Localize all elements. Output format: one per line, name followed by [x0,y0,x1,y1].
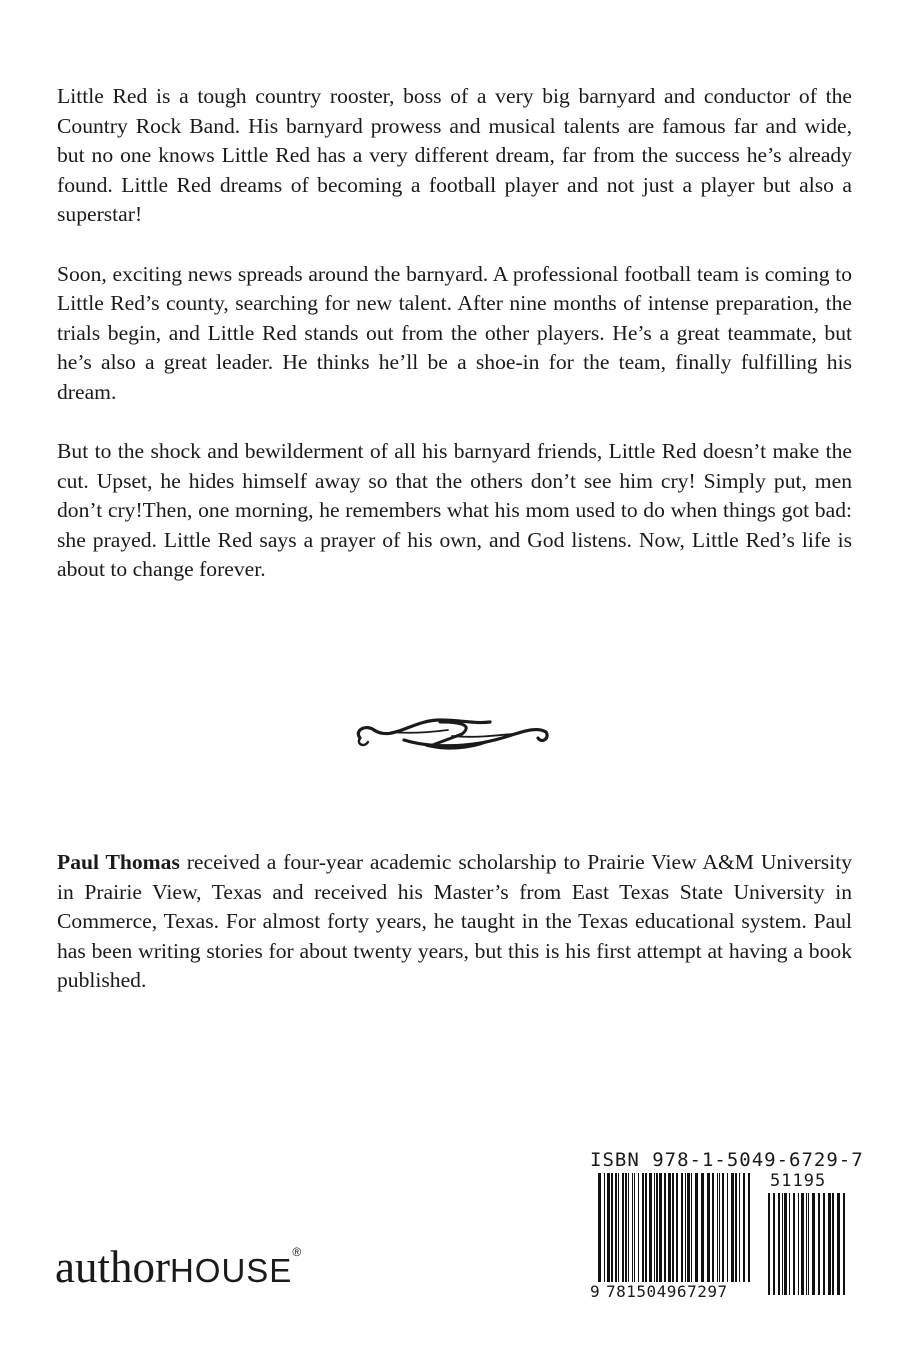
isbn-text: ISBN 978-1-5049-6729-7 [590,1149,864,1171]
barcode-bar [768,1193,770,1295]
barcode-bar [645,1173,647,1295]
barcode-digit-string: 781504967297 [606,1282,728,1301]
barcode-bar [773,1193,775,1295]
barcode-addon-number: 51195 [770,1171,827,1191]
barcode-bar [611,1173,613,1295]
barcode-bar [739,1173,740,1295]
barcode-bar [664,1173,666,1295]
barcode-bar [843,1193,845,1295]
barcode-bar [681,1173,683,1295]
barcode-bar [685,1173,686,1295]
author-bio-text: received a four-year academic scholarship to Prairie View A&M University in Prairie View, Texas and received his Master’s from East Texas State University in Commerce, Texas. For almost forty years, he taught in the Texas educational system. Paul has been writing stories for about twenty years, but this is his first attempt at having a book published. [57,850,852,992]
blurb-paragraph-2: Soon, exciting news spreads around the barnyard. A professional football team is coming to Little Red’s county, searching for new talent. After nine months of intense preparation, the trials begin, and Little Red stands out from the other players. He’s a great teammate, but he’s also a great leader. He thinks he’ll be a shoe-in for the team, finally fulfilling his dream. [57,261,852,404]
barcode-main-icon [597,1173,753,1295]
barcode-bar [618,1173,619,1295]
logo-lowercase: author [55,1242,170,1292]
barcode-bar [695,1173,698,1295]
barcode-addon-icon [767,1193,845,1295]
book-blurb [57,82,852,615]
barcode-bar [622,1173,624,1295]
registered-mark: ® [292,1245,302,1259]
barcode-bar [719,1173,720,1295]
barcode-bar [823,1193,825,1295]
barcode-bar [687,1173,690,1295]
barcode-bar [748,1173,750,1295]
barcode-bar [632,1173,633,1295]
barcode-bar [717,1173,718,1295]
barcode-bar [659,1173,662,1295]
barcode-bar [656,1173,658,1295]
barcode-bar [782,1193,783,1295]
barcode-bar [722,1173,724,1295]
barcode-bar [628,1173,629,1295]
publisher-logo [55,1222,302,1292]
barcode-bar [598,1173,601,1295]
barcode-bar [604,1173,605,1295]
barcode-bar [654,1173,655,1295]
barcode-bar [832,1193,834,1295]
barcode-first-digit: 9 [590,1282,600,1301]
barcode-bar [625,1173,627,1295]
barcode-bar [638,1173,639,1295]
barcode-bar [712,1173,714,1295]
barcode-bar [727,1173,728,1295]
barcode-bar [642,1173,644,1295]
barcode-bar [649,1173,652,1295]
barcode-bar [676,1173,678,1295]
barcode-bar [743,1173,745,1295]
barcode-bar [735,1173,737,1295]
barcode-bar [837,1193,840,1295]
barcode-bar [731,1173,734,1295]
barcode-bar [789,1193,790,1295]
author-bio [57,848,852,996]
barcode-bar [691,1173,692,1295]
blurb-paragraph-3: But to the shock and bewilderment of all his barnyard friends, Little Red doesn’t make the cut. Upset, he hides himself away so that the others don’t see him cry! Simply put, men don’t cry!Then, one morning, he remembers what his mom used to do when things got bad: she prayed. Little Red says a prayer of his own, and God listens. Now, Little Red’s life is about to change forever. [57,439,852,581]
author-name: Paul Thomas [57,850,180,874]
logo-uppercase: HOUSE [169,1252,293,1289]
barcode-bar [801,1193,804,1295]
barcode-bar [634,1173,635,1295]
barcode-bar [784,1193,787,1295]
barcode-bar [672,1173,674,1295]
flourish-divider-icon [352,708,552,758]
barcode-digits [590,1282,755,1300]
barcode-bar [778,1193,780,1295]
barcode-bar [812,1193,815,1295]
barcode-bar [793,1193,795,1295]
barcode-bar [808,1193,809,1295]
barcode-bar [818,1193,820,1295]
barcode-bar [701,1173,704,1295]
barcode-bar [607,1173,610,1295]
barcode-bar [828,1193,831,1295]
barcode-bar [798,1193,799,1295]
barcode-bar [668,1173,671,1295]
barcode-bar [806,1193,807,1295]
barcode-bar [615,1173,617,1295]
blurb-paragraph-1: Little Red is a tough country rooster, boss of a very big barnyard and conductor of the Country Rock Band. His barnyard prowess and musical talents are famous far and wide, but no one knows Little Red has a very different dream, far from the success he’s already found. Little Red dreams of becoming a football player and not just a player but also a superstar! [57,84,852,226]
barcode-bar [707,1173,710,1295]
